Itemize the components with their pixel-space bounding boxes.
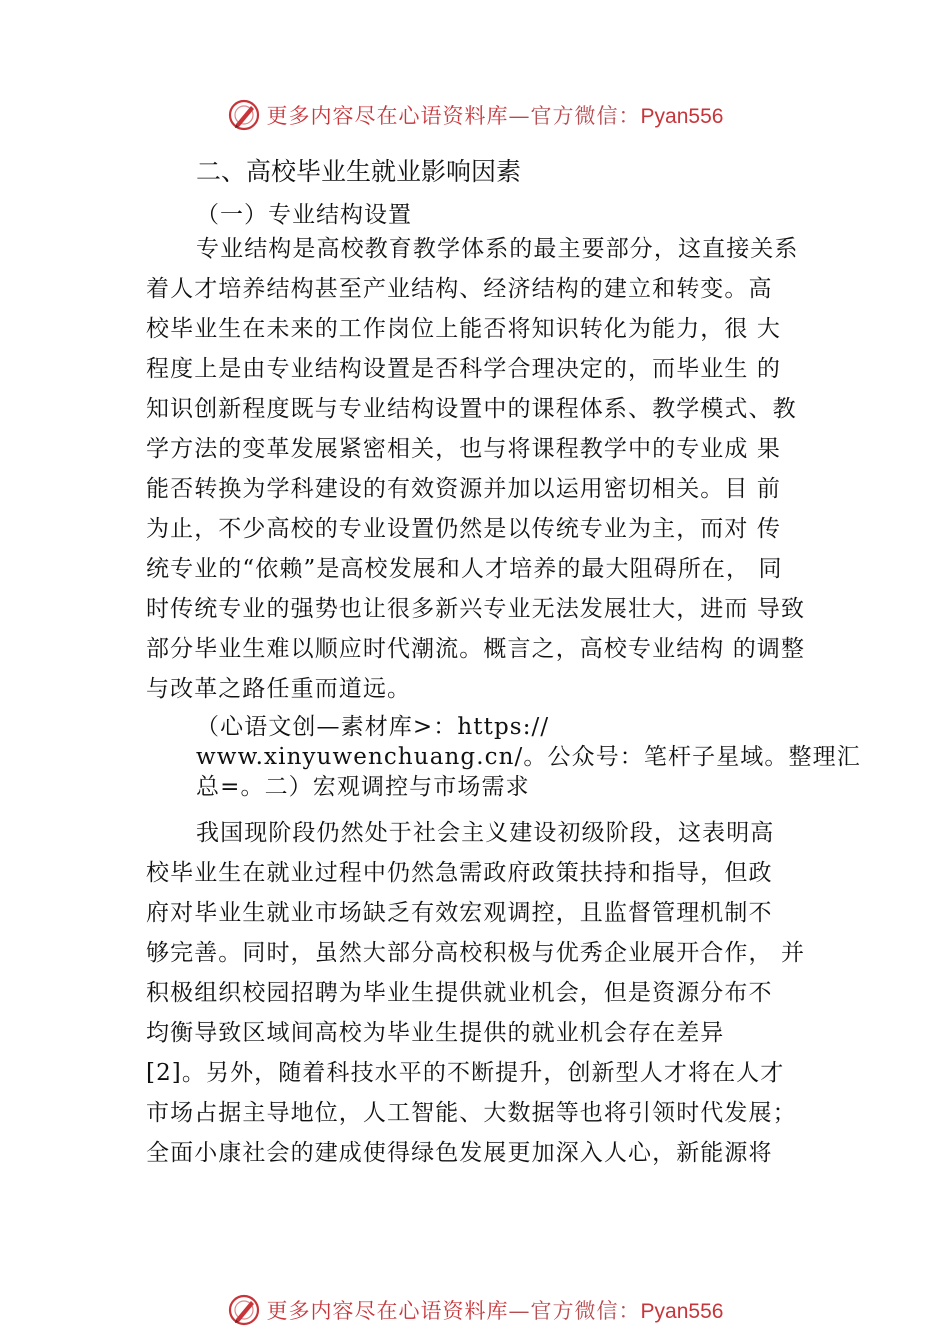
paragraph-line: 我国现阶段仍然处于社会主义建设初级阶段，这表明高 xyxy=(196,820,775,846)
paragraph-line: 时传统专业的强势也让很多新兴专业无法发展壮大，进而 导致 xyxy=(146,596,806,622)
source-line: 总=。二）宏观调控与市场需求 xyxy=(196,774,530,800)
paragraph-line: 府对毕业生就业市场缺乏有效宏观调控，且监督管理机制不 xyxy=(146,900,773,926)
banner-text xyxy=(267,1295,724,1325)
paragraph-line: 与改革之路任重而道远。 xyxy=(146,676,412,702)
paragraph-line: [2]。另外，随着科技水平的不断提升，创新型人才将在人才 xyxy=(146,1060,785,1086)
paragraph-line: 能否转换为学科建设的有效资源并加以运用密切相关。目 前 xyxy=(146,476,782,502)
paragraph-line: 部分毕业生难以顺应时代潮流。概言之，高校专业结构 的调整 xyxy=(146,636,806,662)
paragraph-line: 校毕业生在就业过程中仍然急需政府政策扶持和指导，但政 xyxy=(146,860,773,886)
banner-brand: 更多内容尽在心语资料库 xyxy=(266,1299,509,1323)
paragraph-line: 专业结构是高校教育教学体系的最主要部分，这直接关系 xyxy=(196,236,799,262)
paragraph-line: 统专业的“依赖”是高校发展和人才培养的最大阻碍所在， 同 xyxy=(146,556,783,582)
paragraph-line: 均衡导致区域间高校为毕业生提供的就业机会存在差异 xyxy=(146,1020,725,1046)
paragraph-line: 为止，不少高校的专业设置仍然是以传统专业为主，而对 传 xyxy=(146,516,782,542)
brand-logo-icon xyxy=(227,98,261,132)
banner-separator: — xyxy=(508,104,531,128)
paragraph-line: 着人才培养结构甚至产业结构、经济结构的建立和转变。高 xyxy=(146,276,773,302)
banner-account: Pyan556 xyxy=(640,105,724,128)
brand-logo-icon xyxy=(227,1293,261,1327)
paragraph-line: 程度上是由专业结构设置是否科学合理决定的，而毕业生 的 xyxy=(146,356,782,382)
banner-account: Pyan556 xyxy=(640,1300,724,1323)
paragraph-line: 校毕业生在未来的工作岗位上能否将知识转化为能力，很 大 xyxy=(146,316,782,342)
paragraph-line: 积极组织校园招聘为毕业生提供就业机会，但是资源分布不 xyxy=(146,980,773,1006)
footer-banner xyxy=(0,1290,950,1330)
paragraph-line: 知识创新程度既与专业结构设置中的课程体系、教学模式、教 xyxy=(146,396,797,422)
source-line: （心语文创—素材库>：https:// xyxy=(196,714,550,740)
banner-label: 官方微信： xyxy=(530,104,641,128)
banner-text xyxy=(267,100,724,130)
paragraph-line: 市场占据主导地位，人工智能、大数据等也将引领时代发展； xyxy=(146,1100,797,1126)
section-title: 二、高校毕业生就业影响因素 xyxy=(196,157,522,186)
source-line: www.xinyuwenchuang.cn/。公众号：笔杆子星域。整理汇 xyxy=(196,744,861,770)
banner-label: 官方微信： xyxy=(530,1299,641,1323)
paragraph-line: 全面小康社会的建成使得绿色发展更加深入人心，新能源将 xyxy=(146,1140,773,1166)
header-banner xyxy=(0,95,950,135)
paragraph-line: 够完善。同时，虽然大部分高校积极与优秀企业展开合作， 并 xyxy=(146,940,806,966)
paragraph-line: 学方法的变革发展紧密相关，也与将课程教学中的专业成 果 xyxy=(146,436,782,462)
banner-separator: — xyxy=(508,1299,531,1323)
banner-brand: 更多内容尽在心语资料库 xyxy=(266,104,509,128)
subsection-title: （一）专业结构设置 xyxy=(196,202,412,228)
